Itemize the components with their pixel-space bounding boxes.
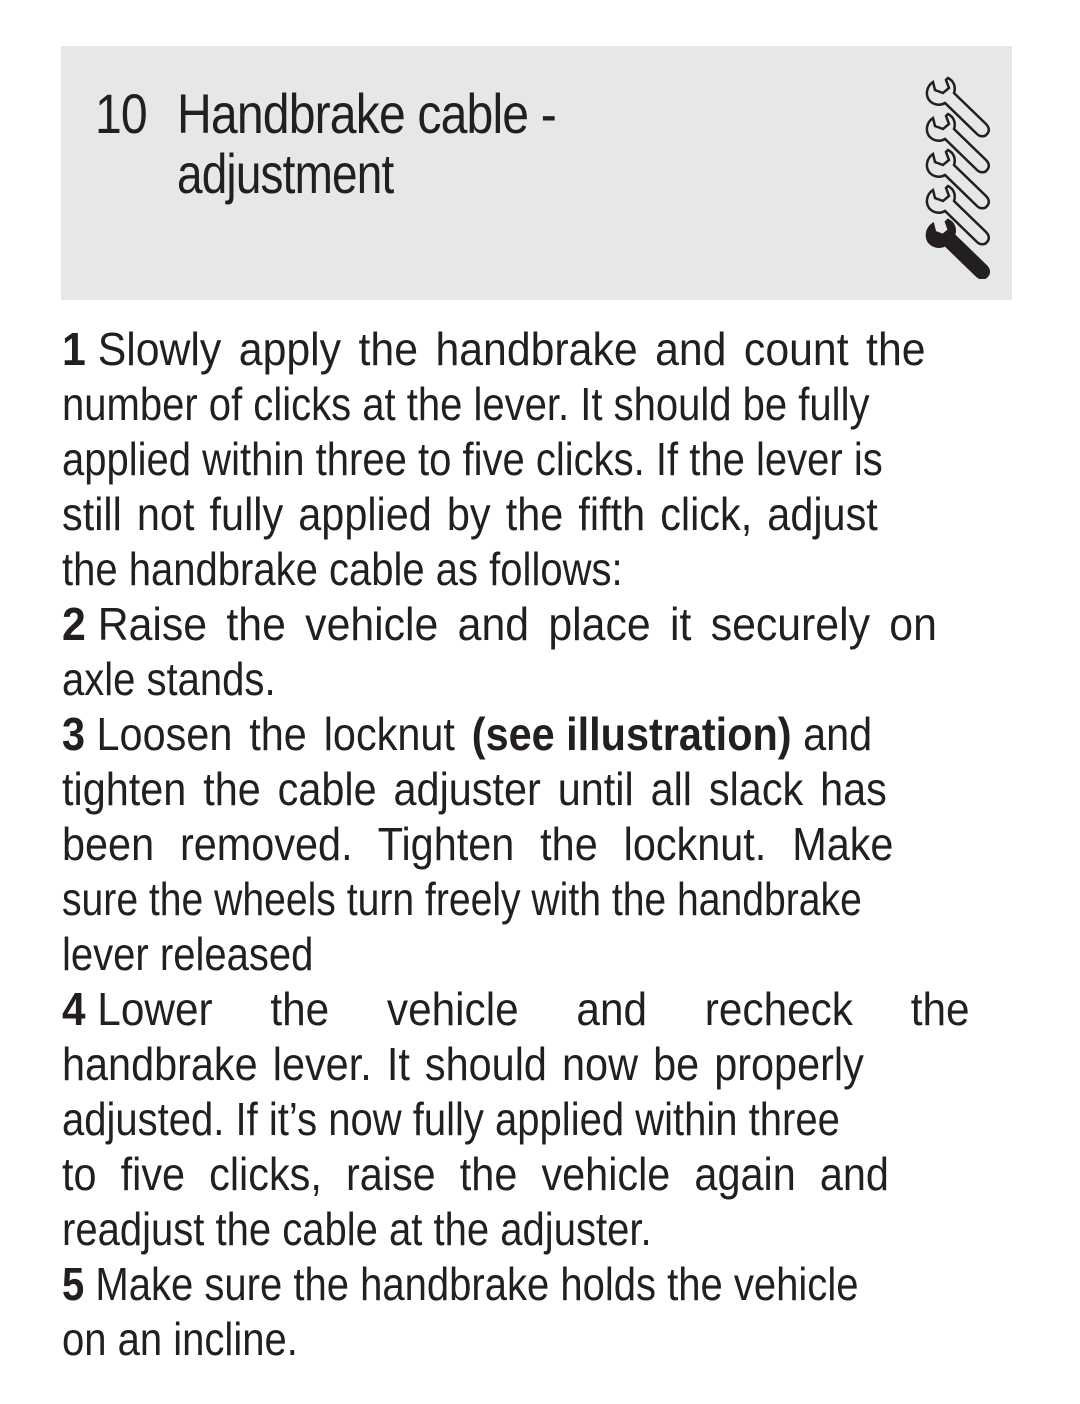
step-text: Slowly apply the handbrake and count the (97, 323, 926, 375)
step-number: 5 (62, 1258, 85, 1310)
step-5-line (62, 1312, 1010, 1367)
step-text: handbrake lever. It should now be properly (62, 1038, 864, 1090)
step-4-line (62, 1202, 1010, 1257)
step-text: Loosen the locknut (96, 708, 472, 760)
instructions-body (62, 322, 1010, 1367)
step-1-line (62, 377, 1010, 432)
step-text: the handbrake cable as follows: (62, 543, 623, 595)
step-text: adjusted. If it’s now fully applied within three (62, 1093, 840, 1145)
section-title: Handbrake cable - (177, 82, 556, 145)
step-2-line (62, 597, 1010, 652)
step-text: readjust the cable at the adjuster. (62, 1203, 652, 1255)
section-header (61, 46, 1012, 300)
step-4-line (62, 1037, 1010, 1092)
step-3-line (62, 817, 1010, 872)
section-subtitle: adjustment (177, 142, 394, 205)
step-4-line (62, 982, 1010, 1037)
step-text: sure the wheels turn freely with the handbrake (62, 873, 862, 925)
step-text: Raise the vehicle and place it securely on (97, 598, 937, 650)
step-text: Make sure the handbrake holds the vehicle (95, 1258, 859, 1310)
step-4-line (62, 1092, 1010, 1147)
step-1-line (62, 432, 1010, 487)
step-text: lever released (62, 928, 314, 980)
step-text: still not fully applied by the fifth click, adjust (62, 488, 878, 540)
step-3-line (62, 707, 1010, 762)
step-text: Lower the vehicle and recheck the (97, 983, 970, 1035)
step-1-line (62, 487, 1010, 542)
step-number: 4 (62, 983, 86, 1035)
section-number: 10 (95, 82, 147, 145)
step-5-line (62, 1257, 1010, 1312)
step-text: and (791, 708, 873, 760)
wrench-difficulty-rating-icon (923, 74, 993, 279)
step-1-line (62, 322, 1010, 377)
step-text: tighten the cable adjuster until all slack has (62, 763, 887, 815)
step-number: 1 (62, 323, 86, 375)
step-text: axle stands. (62, 653, 276, 705)
step-number: 2 (62, 598, 86, 650)
step-text: number of clicks at the lever. It should be fully (62, 378, 870, 430)
step-2-line (62, 652, 1010, 707)
step-3-line (62, 762, 1010, 817)
step-3-line (62, 927, 1010, 982)
step-text: applied within three to five clicks. If the lever is (62, 433, 883, 485)
step-number: 3 (62, 708, 86, 760)
step-text: been removed. Tighten the locknut. Make (62, 818, 894, 870)
step-text: on an incline. (62, 1313, 298, 1365)
step-3-line (62, 872, 1010, 927)
step-1-line (62, 542, 1010, 597)
step-4-line (62, 1147, 1010, 1202)
illustration-reference: (see illustration) (471, 708, 792, 760)
step-text: to five clicks, raise the vehicle again and (62, 1148, 889, 1200)
